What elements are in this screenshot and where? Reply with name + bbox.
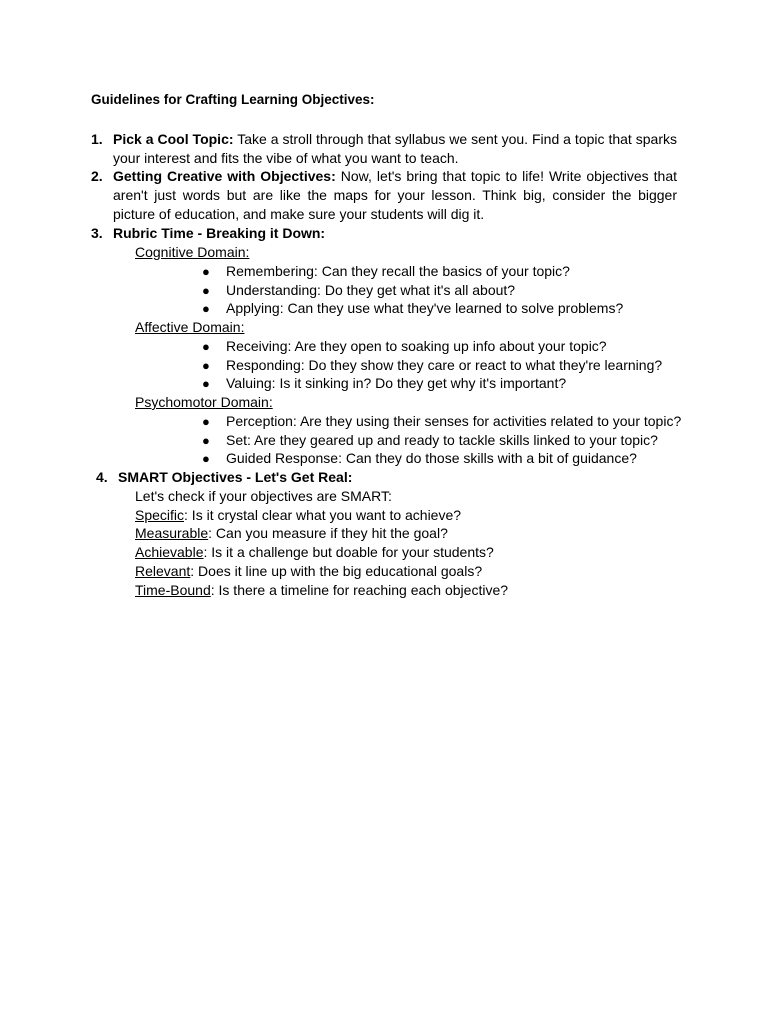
- smart-description: : Does it line up with the big educational goals?: [190, 563, 483, 579]
- smart-description: : Is it crystal clear what you want to achieve?: [184, 507, 462, 523]
- item-1-text: Take a stroll through that syllabus we sent you. Find a topic that sparks your interest and fits the vibe of what you want to teach.: [113, 131, 678, 166]
- bullet-icon: ●: [202, 451, 210, 466]
- psychomotor-bullet-perception: Perception: Are they using their senses for activities related to your topic?: [226, 413, 682, 429]
- smart-criterion-time-bound: [135, 581, 508, 600]
- smart-intro: Let's check if your objectives are SMART:: [135, 488, 392, 504]
- bullet-icon: ●: [202, 283, 210, 298]
- item-2-text: Now, let's bring that topic to life! Write objectives that aren't just words but are like the maps for your lesson. Think big, consider the bigger picture of education, and make sure your students will dig it.: [113, 168, 678, 222]
- affective-bullet-responding: Responding: Do they show they care or react to what they're learning?: [226, 357, 663, 373]
- smart-term: Relevant: [135, 563, 191, 579]
- bullet-icon: ●: [202, 414, 210, 429]
- item-1-paragraph: [113, 130, 677, 168]
- psychomotor-domain-label: Psychomotor Domain:: [135, 394, 273, 410]
- smart-description: : Is there a timeline for reaching each objective?: [210, 582, 509, 598]
- bullet-icon: ●: [202, 264, 210, 279]
- document-title: Guidelines for Crafting Learning Objectives:: [91, 92, 375, 107]
- cognitive-bullet-applying: Applying: Can they use what they've learned to solve problems?: [226, 300, 624, 316]
- item-2-number: 2.: [91, 168, 103, 184]
- affective-bullet-valuing: Valuing: Is it sinking in? Do they get why it's important?: [226, 375, 567, 391]
- smart-term: Measurable: [135, 525, 209, 541]
- psychomotor-bullet-set: Set: Are they geared up and ready to tackle skills linked to your topic?: [226, 432, 658, 448]
- item-4-number: 4.: [96, 469, 108, 485]
- bullet-icon: ●: [202, 433, 210, 448]
- smart-description: : Is it a challenge but doable for your students?: [203, 544, 494, 560]
- smart-description: : Can you measure if they hit the goal?: [208, 525, 448, 541]
- item-1-heading: Pick a Cool Topic:: [113, 131, 234, 147]
- smart-criterion-achievable: [135, 543, 494, 562]
- psychomotor-bullet-guided-response: Guided Response: Can they do those skills with a bit of guidance?: [226, 450, 637, 466]
- cognitive-domain-label: Cognitive Domain:: [135, 244, 250, 260]
- smart-criterion-specific: [135, 506, 461, 525]
- bullet-icon: ●: [202, 358, 210, 373]
- affective-bullet-receiving: Receiving: Are they open to soaking up info about your topic?: [226, 338, 607, 354]
- smart-criterion-relevant: [135, 562, 482, 581]
- item-3-number: 3.: [91, 225, 103, 241]
- bullet-icon: ●: [202, 301, 210, 316]
- item-3-heading: Rubric Time - Breaking it Down:: [113, 225, 326, 241]
- item-1-number: 1.: [91, 131, 103, 147]
- smart-term: Specific: [135, 507, 185, 523]
- bullet-icon: ●: [202, 339, 210, 354]
- cognitive-bullet-remembering: Remembering: Can they recall the basics of your topic?: [226, 263, 570, 279]
- bullet-icon: ●: [202, 376, 210, 391]
- item-4-heading: SMART Objectives - Let's Get Real:: [118, 469, 353, 485]
- affective-domain-label: Affective Domain:: [135, 319, 245, 335]
- cognitive-bullet-understanding: Understanding: Do they get what it's all about?: [226, 282, 516, 298]
- smart-term: Time-Bound: [135, 582, 211, 598]
- smart-term: Achievable: [135, 544, 204, 560]
- smart-criterion-measurable: [135, 524, 448, 543]
- item-2-heading: Getting Creative with Objectives:: [113, 168, 336, 184]
- item-2-paragraph: [113, 167, 677, 224]
